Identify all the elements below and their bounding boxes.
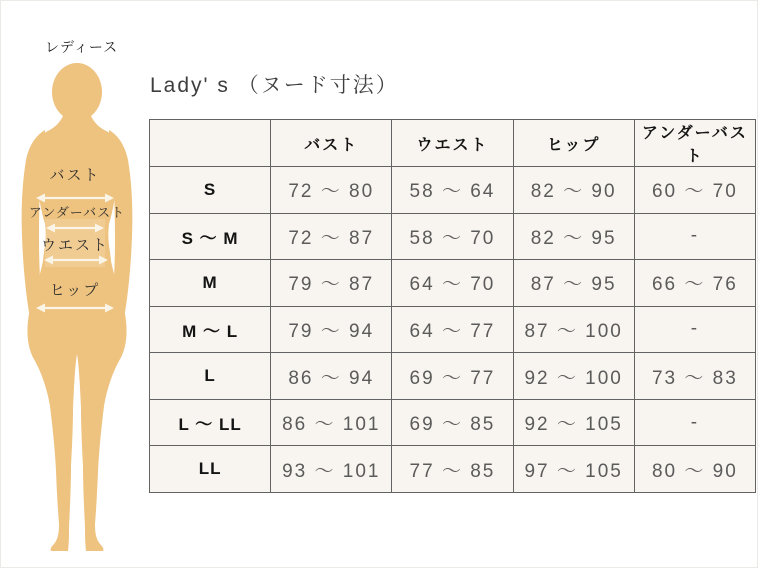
- waist-cell: 77 ～ 85: [392, 446, 513, 493]
- hip-cell: 92 ～ 100: [513, 353, 634, 400]
- bust-cell: 72 ～ 87: [271, 213, 392, 260]
- table-row: [150, 213, 756, 260]
- size-cell: L ～ LL: [150, 399, 271, 446]
- woman-silhouette-diagram: [9, 56, 149, 556]
- table-row: [150, 353, 756, 400]
- figure-title: レディース: [45, 39, 119, 55]
- hip-cell: 82 ～ 90: [513, 167, 634, 214]
- bust-cell: 86 ～ 101: [271, 399, 392, 446]
- bust-cell: 79 ～ 94: [271, 306, 392, 353]
- waist-cell: 64 ～ 70: [392, 260, 513, 307]
- bust-cell: 79 ～ 87: [271, 260, 392, 307]
- hip-cell: 87 ～ 95: [513, 260, 634, 307]
- header-row: [150, 120, 756, 167]
- bust-cell: 93 ～ 101: [271, 446, 392, 493]
- size-cell: M: [150, 260, 271, 307]
- underbust-measure-label: アンダーバスト: [28, 205, 126, 220]
- size-cell: S: [150, 167, 271, 214]
- waist-measure-label: ウエスト: [40, 237, 109, 254]
- size-cell: M ～ L: [150, 306, 271, 353]
- bust-cell: 86 ～ 94: [271, 353, 392, 400]
- hip-cell: 82 ～ 95: [513, 213, 634, 260]
- underbust-cell: 66 ～ 76: [634, 260, 755, 307]
- waist-cell: 69 ～ 77: [392, 353, 513, 400]
- table-row: [150, 399, 756, 446]
- underbust-cell: -: [634, 213, 755, 260]
- underbust-cell: -: [634, 399, 755, 446]
- size-table-header: [150, 120, 756, 167]
- underbust-cell: 60 ～ 70: [634, 167, 755, 214]
- waist-cell: 69 ～ 85: [392, 399, 513, 446]
- hip-measure-label: ヒップ: [49, 282, 101, 299]
- size-cell: S ～ M: [150, 213, 271, 260]
- waist-cell: 58 ～ 70: [392, 213, 513, 260]
- size-table: [149, 119, 756, 493]
- size-chart-title: Lady' s （ヌード寸法）: [150, 74, 399, 97]
- table-row: [150, 167, 756, 214]
- header-bust: バスト: [271, 120, 392, 167]
- table-row: [150, 446, 756, 493]
- size-cell: L: [150, 353, 271, 400]
- header-underbust: アンダーバスト: [634, 120, 755, 167]
- table-row: [150, 306, 756, 353]
- underbust-cell: 80 ～ 90: [634, 446, 755, 493]
- header-hip: ヒップ: [513, 120, 634, 167]
- bust-cell: 72 ～ 80: [271, 167, 392, 214]
- header-waist: ウエスト: [392, 120, 513, 167]
- header-size: [150, 120, 271, 167]
- underbust-cell: -: [634, 306, 755, 353]
- underbust-cell: 73 ～ 83: [634, 353, 755, 400]
- hip-cell: 87 ～ 100: [513, 306, 634, 353]
- hip-cell: 97 ～ 105: [513, 446, 634, 493]
- table-row: [150, 260, 756, 307]
- hip-cell: 92 ～ 105: [513, 399, 634, 446]
- bust-measure-label: バスト: [49, 167, 101, 184]
- size-cell: LL: [150, 446, 271, 493]
- waist-cell: 58 ～ 64: [392, 167, 513, 214]
- waist-cell: 64 ～ 77: [392, 306, 513, 353]
